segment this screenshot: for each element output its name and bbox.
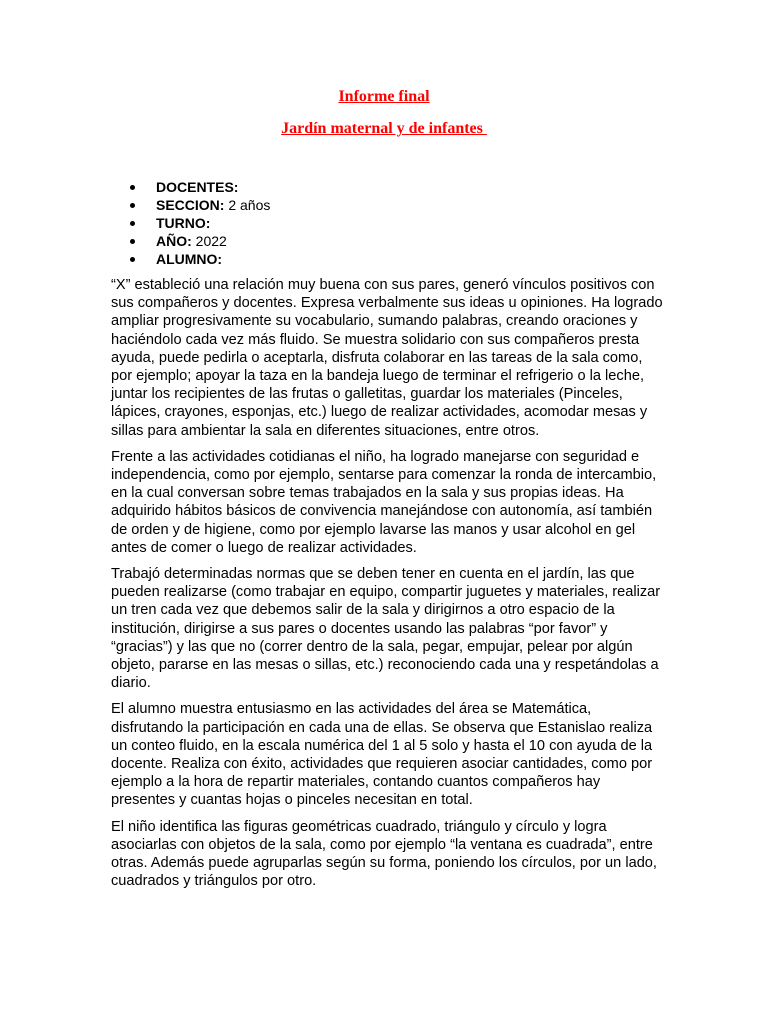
info-item-ano [110, 232, 270, 250]
info-value: 2022 [191, 233, 227, 249]
info-item-docentes [110, 178, 270, 196]
bullet-icon [130, 257, 135, 262]
document-subtitle: Jardín maternal y de infantes [281, 120, 487, 137]
paragraph: El niño identifica las figuras geométricas cuadrado, triángulo y círculo y logra asociarlas con objetos de la sala, como por ejemplo “la ventana es cuadrada”, entre otras. Además puede agruparlas según su forma, poniendo los círculos, por un lado, cuadrados y triángulos por otro. [111, 818, 657, 890]
info-label: ALUMNO: [156, 251, 223, 267]
paragraph: Frente a las actividades cotidianas el niño, ha logrado manejarse con seguridad e independencia, como por ejemplo, sentarse para comenzar la ronda de intercambio, en la cual conversan sobre temas trabajados en la sala y sus propias ideas. Ha adquirido hábitos básicos de convivencia manejándose con autonomía, así también de orden y de higiene, como por ejemplo lavarse las manos y usar alcohol en gel antes de comer o luego de realizar actividades. [111, 448, 657, 556]
paragraph: El alumno muestra entusiasmo en las actividades del área se Matemática, disfrutando la participación en cada una de ellas. Se observa que Estanislao realiza un conteo fluido, en la escala numérica del 1 al 5 solo y hasta el 10 con ayuda de la docente. Realiza con éxito, actividades que requieren asociar cantidades, como por ejemplo a la hora de repartir materiales, contando cuantos compañeros hay presentes y cuantas hojas o pinceles necesitan en total. [111, 701, 653, 809]
bullet-icon [130, 203, 135, 208]
info-value: 2 años [224, 197, 271, 213]
info-label: SECCION: [156, 197, 225, 213]
info-item-alumno [110, 250, 270, 268]
info-item-seccion [110, 196, 270, 214]
document-title: Informe final [338, 88, 430, 105]
info-label: DOCENTES: [156, 179, 239, 195]
bullet-icon [130, 185, 135, 190]
bullet-icon [130, 221, 135, 226]
info-item-turno [110, 214, 270, 232]
report-body [111, 276, 663, 899]
paragraph: Trabajó determinadas normas que se deben tener en cuenta en el jardín, las que pueden realizarse (como trabajar en equipo, compartir juguetes y materiales, realizar un tren cada vez que debemos salir de la sala y dirigirnos a otro espacio de la institución, dirigirse a sus pares o docentes usando las palabras “por favor” y “gracias”) y las que no (correr dentro de la sala, pegar, empujar, pelear por algún objeto, pararse en las mesas o sillas, etc.) reconociendo cada una y respetándolas a diario. [111, 566, 661, 692]
info-label: TURNO: [156, 215, 211, 231]
bullet-icon [130, 239, 135, 244]
info-label: AÑO: [156, 233, 192, 249]
paragraph: “X” estableció una relación muy buena con sus pares, generó vínculos positivos con sus compañeros y docentes. Expresa verbalmente sus ideas u opiniones. Ha logrado ampliar progresivamente su vocabulario, sumando palabras, creando oraciones y haciéndolo cada vez más fluido. Se muestra solidario con sus compañeros presta ayuda, puede pedirla o aceptarla, disfruta colaborar en las tareas de la sala como, por ejemplo; apoyar la taza en la bandeja luego de terminar el refrigerio o la leche, juntar los recipientes de las frutas o galletitas, guardar los materiales (Pinceles, lápices, crayones, esponjas, etc.) luego de realizar actividades, acomodar mesas y sillas para ambientar la sala en diferentes situaciones, entre otros. [111, 277, 663, 439]
info-list [110, 178, 270, 268]
